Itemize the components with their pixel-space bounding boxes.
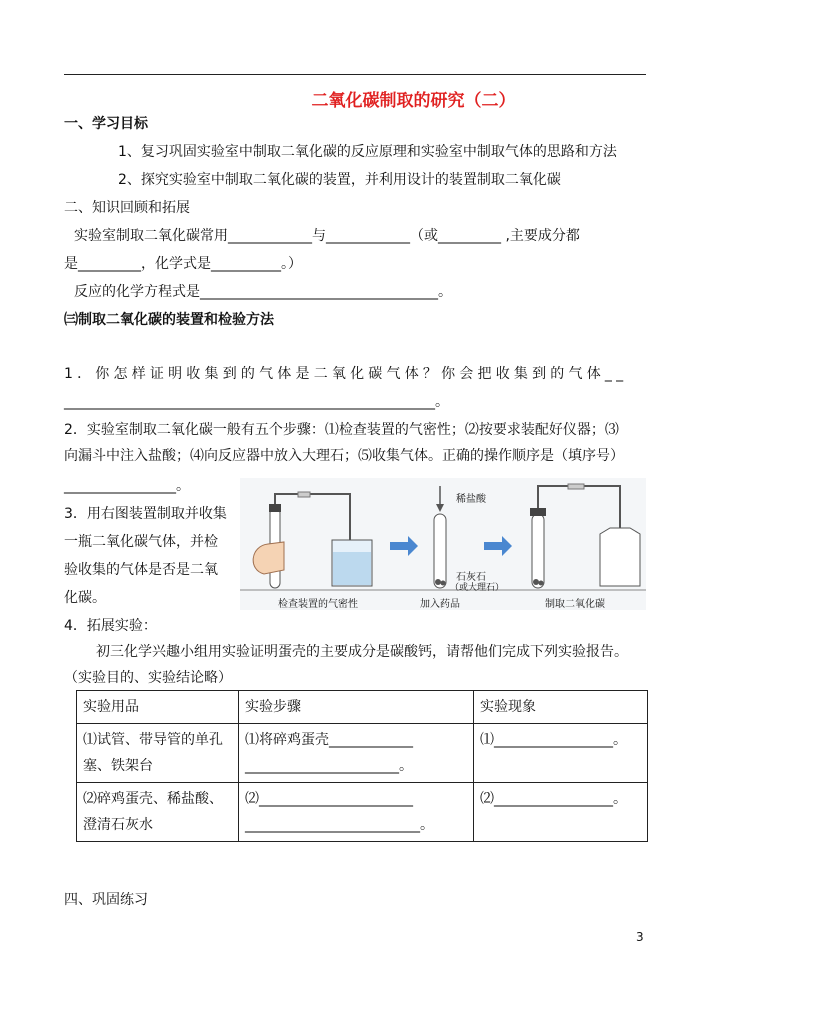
row1-phenomena <box>474 724 648 783</box>
question-2-line-2: 向漏斗中注入盐酸；⑷向反应器中放入大理石；⑸收集气体。正确的操作顺序是（填序号） <box>64 448 624 464</box>
goal-2: 2、探究实验室中制取二氧化碳的装置，并利用设计的装置制取二氧化碳 <box>118 172 561 188</box>
page-title: 二氧化碳制取的研究（二） <box>311 91 516 111</box>
label-marble: （或大理石） <box>450 583 505 593</box>
row1-materials-line2: 塞、铁架台 <box>83 758 153 774</box>
question-3-line-2: 一瓶二氧化碳气体，并检 <box>64 534 218 550</box>
row1-steps-line1: ⑴将碎鸡蛋壳____________ <box>245 732 413 748</box>
table-row <box>77 724 648 783</box>
row1-steps-line2: ______________________。 <box>245 758 413 774</box>
row2-phenomena <box>474 783 648 842</box>
goal-1: 1、复习巩固实验室中制取二氧化碳的反应原理和实验室中制取气体的思路和方法 <box>118 144 617 160</box>
row2-steps-line2: _________________________。 <box>245 817 434 833</box>
apparatus-figure <box>240 478 646 610</box>
question-3-line-4: 化碳。 <box>64 590 106 606</box>
experiment-report-table <box>76 690 648 842</box>
row1-materials <box>77 724 239 783</box>
page-number: 3 <box>636 930 644 944</box>
question-4-heading: 4．拓展实验： <box>64 618 157 634</box>
label-limestone: 石灰石 <box>456 572 486 583</box>
table-header-row <box>77 691 648 724</box>
caption-add-reagents: 加入药品 <box>420 599 460 610</box>
review-line-3: 反应的化学方程式是__________________________________。 <box>74 284 452 300</box>
question-3-line-3: 验收集的气体是否是二氧 <box>64 562 218 578</box>
question-4-note: （实验目的、实验结论略） <box>64 670 232 686</box>
header-phenomena: 实验现象 <box>474 691 648 724</box>
row2-phenomena-line: ⑵_________________。 <box>480 791 627 807</box>
section4-heading: 四、巩固练习 <box>64 892 148 908</box>
header-steps: 实验步骤 <box>239 691 474 724</box>
review-line-2: 是_________，化学式是__________。） <box>64 256 302 272</box>
apparatus-diagram <box>240 478 646 610</box>
review-line-1: 实验室制取二氧化碳常用____________与____________（或_________ ,主要成分都 <box>74 228 580 244</box>
section1-heading: 一、学习目标 <box>64 116 148 132</box>
question-4-intro: 初三化学兴趣小组用实验证明蛋壳的主要成分是碳酸钙，请帮他们完成下列实验报告。 <box>96 644 628 660</box>
question-2-line-1: 2．实验室制取二氧化碳一般有五个步骤：⑴检查装置的气密性；⑵按要求装配好仪器；⑶ <box>64 422 619 438</box>
top-rule <box>64 74 646 75</box>
caption-produce-co2: 制取二氧化碳 <box>545 599 605 610</box>
row2-materials-line2: 澄清石灰水 <box>83 817 153 833</box>
row2-materials-line1: ⑵碎鸡蛋壳、稀盐酸、 <box>83 791 223 807</box>
question-3-line-1: 3．用右图装置制取并收集 <box>64 506 227 522</box>
row2-steps-line1: ⑵______________________ <box>245 791 413 807</box>
caption-airtight: 检查装置的气密性 <box>278 599 358 610</box>
row1-phenomena-line: ⑴_________________。 <box>480 732 627 748</box>
table-row <box>77 783 648 842</box>
row1-steps <box>239 724 474 783</box>
row2-materials <box>77 783 239 842</box>
question-1-line-1: 1．你怎样证明收集到的气体是二氧化碳气体？你会把收集到的气体__ <box>64 366 628 382</box>
question-1-line-2: _____________________________________________________。 <box>64 394 449 410</box>
row1-materials-line1: ⑴试管、带导管的单孔 <box>83 732 223 748</box>
question-2-line-3: ________________。 <box>64 478 190 494</box>
section3-heading: ㈢制取二氧化碳的装置和检验方法 <box>64 312 274 328</box>
row2-steps <box>239 783 474 842</box>
section2-heading: 二、知识回顾和拓展 <box>64 200 190 216</box>
label-dilute-acid: 稀盐酸 <box>456 494 486 505</box>
header-materials: 实验用品 <box>77 691 239 724</box>
